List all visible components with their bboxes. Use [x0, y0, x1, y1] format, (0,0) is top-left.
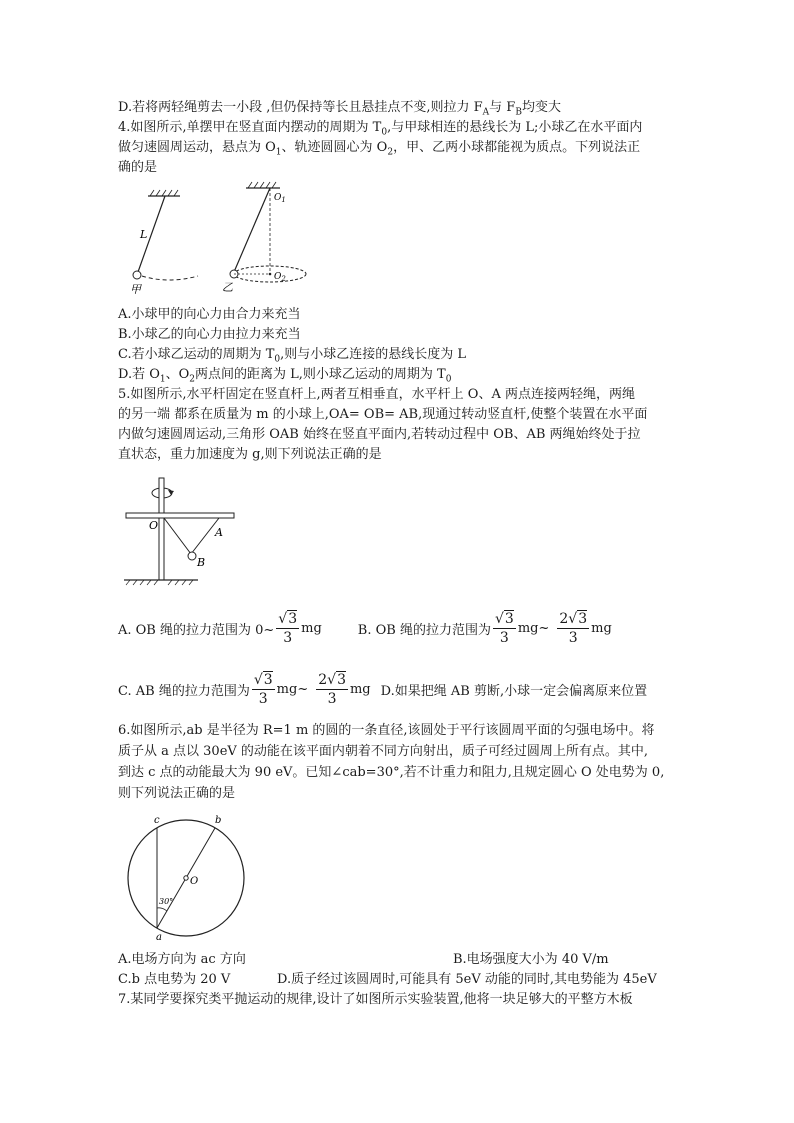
q4-option-a: A.小球甲的向心力由合力来充当: [118, 307, 301, 322]
label-A: A: [215, 526, 223, 539]
horizontal-rod: [126, 513, 234, 518]
q6-stem-line2: 质子从 a 点以 30eV 的动能在该平面内朝着不同方向射出，质子可经过圆周上所有点。其中,: [118, 744, 649, 759]
q6-option-c: C.b 点电势为 20 V: [118, 972, 231, 987]
q6-option-b: B.电场强度大小为 40 V/m: [453, 952, 609, 967]
q6-option-a: A.电场方向为 ac 方向: [118, 952, 246, 967]
frac-sqrt3-over-3: $\frac{√3}{3}$: [278, 610, 298, 646]
label-O1: $O_1$: [274, 193, 286, 204]
q6-stem-line4: 则下列说法正确的是: [118, 786, 236, 801]
label-b: b: [215, 815, 222, 826]
q5-stem-line2: 的另一端 都系在质量为 m 的小球上,OA= OB= AB,现通过转动竖直杆,使整个装置在水平面: [118, 407, 648, 422]
pendulum-yi-string: [234, 188, 270, 272]
label-O: O: [149, 519, 159, 532]
q4-pendulum-figure: [118, 180, 328, 295]
ball-jia: [133, 271, 141, 279]
q7-stem-line1: 7.某同学要探究类平抛运动的规律,设计了如图所示实验装置,他将一块足够大的平整方木板: [118, 992, 633, 1007]
q6-circle-figure: [118, 810, 253, 942]
q4-stem-line2: 做匀速圆周运动，悬点为 $O_1$、轨迹圆圆心为 $O_2$，甲、乙两小球都能视为质点。下列说法正: [118, 140, 641, 158]
label-angle: 30°: [159, 897, 174, 906]
label-L: L: [140, 228, 148, 241]
label-yi: 乙: [222, 281, 233, 294]
q5-stem-line4: 直状态，重力加速度为 g,则下列说法正确的是: [118, 447, 382, 462]
q5-stem-line3: 内做匀速圆周运动,三角形 OAB 始终在竖直平面内,若转动过程中 OB、AB 两绳始终处于拉: [118, 427, 641, 442]
label-a: a: [156, 932, 162, 942]
q6-stem-line1: 6.如图所示,ab 是半径为 R=1 m 的圆的一条直径,该圆处于平行该圆周平面的匀强电场中。将: [118, 723, 655, 738]
q6-stem-line3: 到达 c 点的动能最大为 90 eV。已知∠cab=30°,若不计重力和阻力,且规定圆心 O 处电势为 0,: [118, 765, 665, 780]
q6-option-d: D.质子经过该圆周时,可能具有 5eV 动能的同时,其电势能为 45eV: [277, 972, 657, 987]
vertical-rod: [159, 478, 164, 580]
q4-stem-line3: 确的是: [118, 160, 158, 175]
q4-stem-line1: 4.如图所示,单摆甲在竖直面内摆动的周期为 $T_0$,与甲球相连的悬线长为 L;小球乙在水平面内: [118, 120, 643, 138]
q4-option-d: D.若 $O_1$、$O_2$两点间的距离为 L,则小球乙运动的周期为 $T_0$: [118, 367, 452, 385]
label-jia: 甲: [130, 283, 141, 295]
label-B: B: [197, 556, 206, 569]
q5-options-cd: C. AB 绳的拉力范围为 $\frac{√3}{3}$ mg~ $\frac{2√3}{3}$ mg D.如果把绳 AB 剪断,小球一定会偏离原来位置: [118, 671, 648, 707]
q3-option-d: D.若将两轻绳剪去一小段 ,但仍保持等长且悬挂点不变,则拉力 $F_A$与 $F_B$均变大: [118, 100, 561, 118]
q4-option-c: C.若小球乙运动的周期为 $T_0$,则与小球乙连接的悬线长度为 L: [118, 347, 467, 365]
ball-B: [188, 552, 196, 560]
q5-options-ab: A. OB 绳的拉力范围为 0~ $\frac{√3}{3}$ mg B. OB 绳的拉力范围为 $\frac{√3}{3}$ mg~ $\frac{2√3}{3}$ mg: [118, 610, 612, 646]
label-O2: $O_2$: [274, 272, 286, 283]
label-c: c: [154, 815, 160, 826]
q5-rod-figure: [118, 470, 248, 590]
center-O: [184, 876, 188, 880]
label-O: O: [190, 876, 199, 887]
rope-OB: [164, 518, 191, 554]
q5-stem-line1: 5.如图所示,水平杆固定在竖直杆上,两者互相垂直，水平杆上 O、A 两点连接两轻绳，两绳: [118, 387, 635, 402]
q4-option-b: B.小球乙的向心力由拉力来充当: [118, 327, 301, 342]
